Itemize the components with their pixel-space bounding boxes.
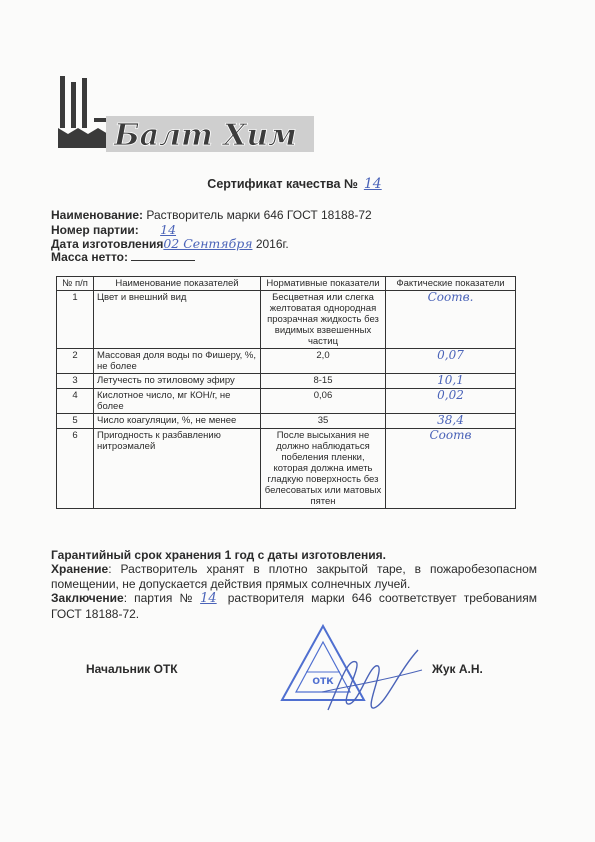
row-fact-value: Соотв xyxy=(429,428,472,442)
table-row xyxy=(57,389,516,414)
mass-label: Масса нетто: xyxy=(51,250,129,264)
row-norm: 2,0 xyxy=(261,349,386,374)
batch-line xyxy=(51,222,194,237)
col-header-fact: Фактические показатели xyxy=(386,277,516,291)
row-name: Летучесть по этиловому эфиру xyxy=(94,374,261,389)
mass-blank xyxy=(131,260,195,261)
name-value: Растворитель марки 646 ГОСТ 18188-72 xyxy=(146,208,372,222)
col-header-norm: Нормативные показатели xyxy=(261,277,386,291)
row-fact-value: 38,4 xyxy=(437,413,464,427)
batch-value: 14 xyxy=(160,222,177,237)
row-name: Цвет и внешний вид xyxy=(94,291,261,349)
batch-label: Номер партии: xyxy=(51,223,139,237)
conclusion-label: Заключение xyxy=(51,591,124,605)
col-header-name: Наименование показателей xyxy=(94,277,261,291)
table-row xyxy=(57,429,516,509)
row-name: Число коагуляции, %, не менее xyxy=(94,414,261,429)
row-num: 4 xyxy=(57,389,94,414)
table-header-row xyxy=(57,277,516,291)
signatory-name: Жук А.Н. xyxy=(432,662,483,676)
row-norm: 8-15 xyxy=(261,374,386,389)
row-fact-value: Соотв. xyxy=(427,290,474,304)
row-num: 6 xyxy=(57,429,94,509)
row-fact xyxy=(386,414,516,429)
row-norm: Бесцветная или слегка желтоватая однородная прозрачная жидкость без видимых взвешенных частиц xyxy=(261,291,386,349)
conclusion-suffix: растворителя марки 646 соответствует требованиям ГОСТ 18188-72. xyxy=(51,591,538,621)
storage-text xyxy=(51,562,537,591)
guarantee-text xyxy=(51,548,537,563)
col-header-num: № п/п xyxy=(57,277,94,291)
date-line xyxy=(51,236,289,251)
date-year: 2016г. xyxy=(255,237,289,251)
storage-body: : Растворитель хранят в плотно закрытой таре, в пожаробезопасном помещении, не допускается действия прямых солнечных лучей. xyxy=(51,562,537,591)
logo-text: Балт Хим xyxy=(114,118,297,153)
row-name: Кислотное число, мг КОН/г, не более xyxy=(94,389,261,414)
mass-line xyxy=(51,250,195,264)
certificate-number: 14 xyxy=(363,176,382,192)
row-fact xyxy=(386,349,516,374)
stamp-center-text: ОТК xyxy=(312,677,334,687)
table-row xyxy=(57,291,516,349)
conclusion-number: 14 xyxy=(200,591,217,606)
row-fact-value: 0,07 xyxy=(437,348,464,362)
table-row xyxy=(57,414,516,429)
row-norm: 35 xyxy=(261,414,386,429)
indicators-table xyxy=(56,276,516,509)
row-norm: После высыхания не должно наблюдаться побеления пленки, которая должна иметь гладкую поверхность без белесоватых или матовых пятен xyxy=(261,429,386,509)
date-value: 02 Сентября xyxy=(163,236,253,251)
row-fact xyxy=(386,291,516,349)
row-num: 1 xyxy=(57,291,94,349)
row-name: Массовая доля воды по Фишеру, %, не более xyxy=(94,349,261,374)
product-name-line xyxy=(51,208,372,222)
date-label: Дата изготовления xyxy=(51,237,164,251)
storage-label: Хранение xyxy=(51,562,109,576)
row-fact xyxy=(386,429,516,509)
row-fact xyxy=(386,374,516,389)
row-norm: 0,06 xyxy=(261,389,386,414)
baltkhim-logo xyxy=(58,72,314,156)
row-fact xyxy=(386,389,516,414)
row-num: 3 xyxy=(57,374,94,389)
row-name: Пригодность к разбавлению нитроэмалей xyxy=(94,429,261,509)
title-prefix: Сертификат качества № xyxy=(207,177,358,191)
row-fact-value: 10,1 xyxy=(437,373,464,387)
otk-head-label: Начальник ОТК xyxy=(86,662,178,676)
certificate-title xyxy=(0,176,595,192)
table-row xyxy=(57,349,516,374)
conclusion-text xyxy=(51,591,537,621)
name-label: Наименование: xyxy=(51,208,144,222)
row-num: 5 xyxy=(57,414,94,429)
conclusion-prefix: : партия № xyxy=(123,591,197,605)
row-fact-value: 0,02 xyxy=(437,388,464,402)
row-num: 2 xyxy=(57,349,94,374)
signature-mark xyxy=(318,632,428,722)
guarantee-line: Гарантийный срок хранения 1 год с даты изготовления. xyxy=(51,548,386,562)
table-row xyxy=(57,374,516,389)
